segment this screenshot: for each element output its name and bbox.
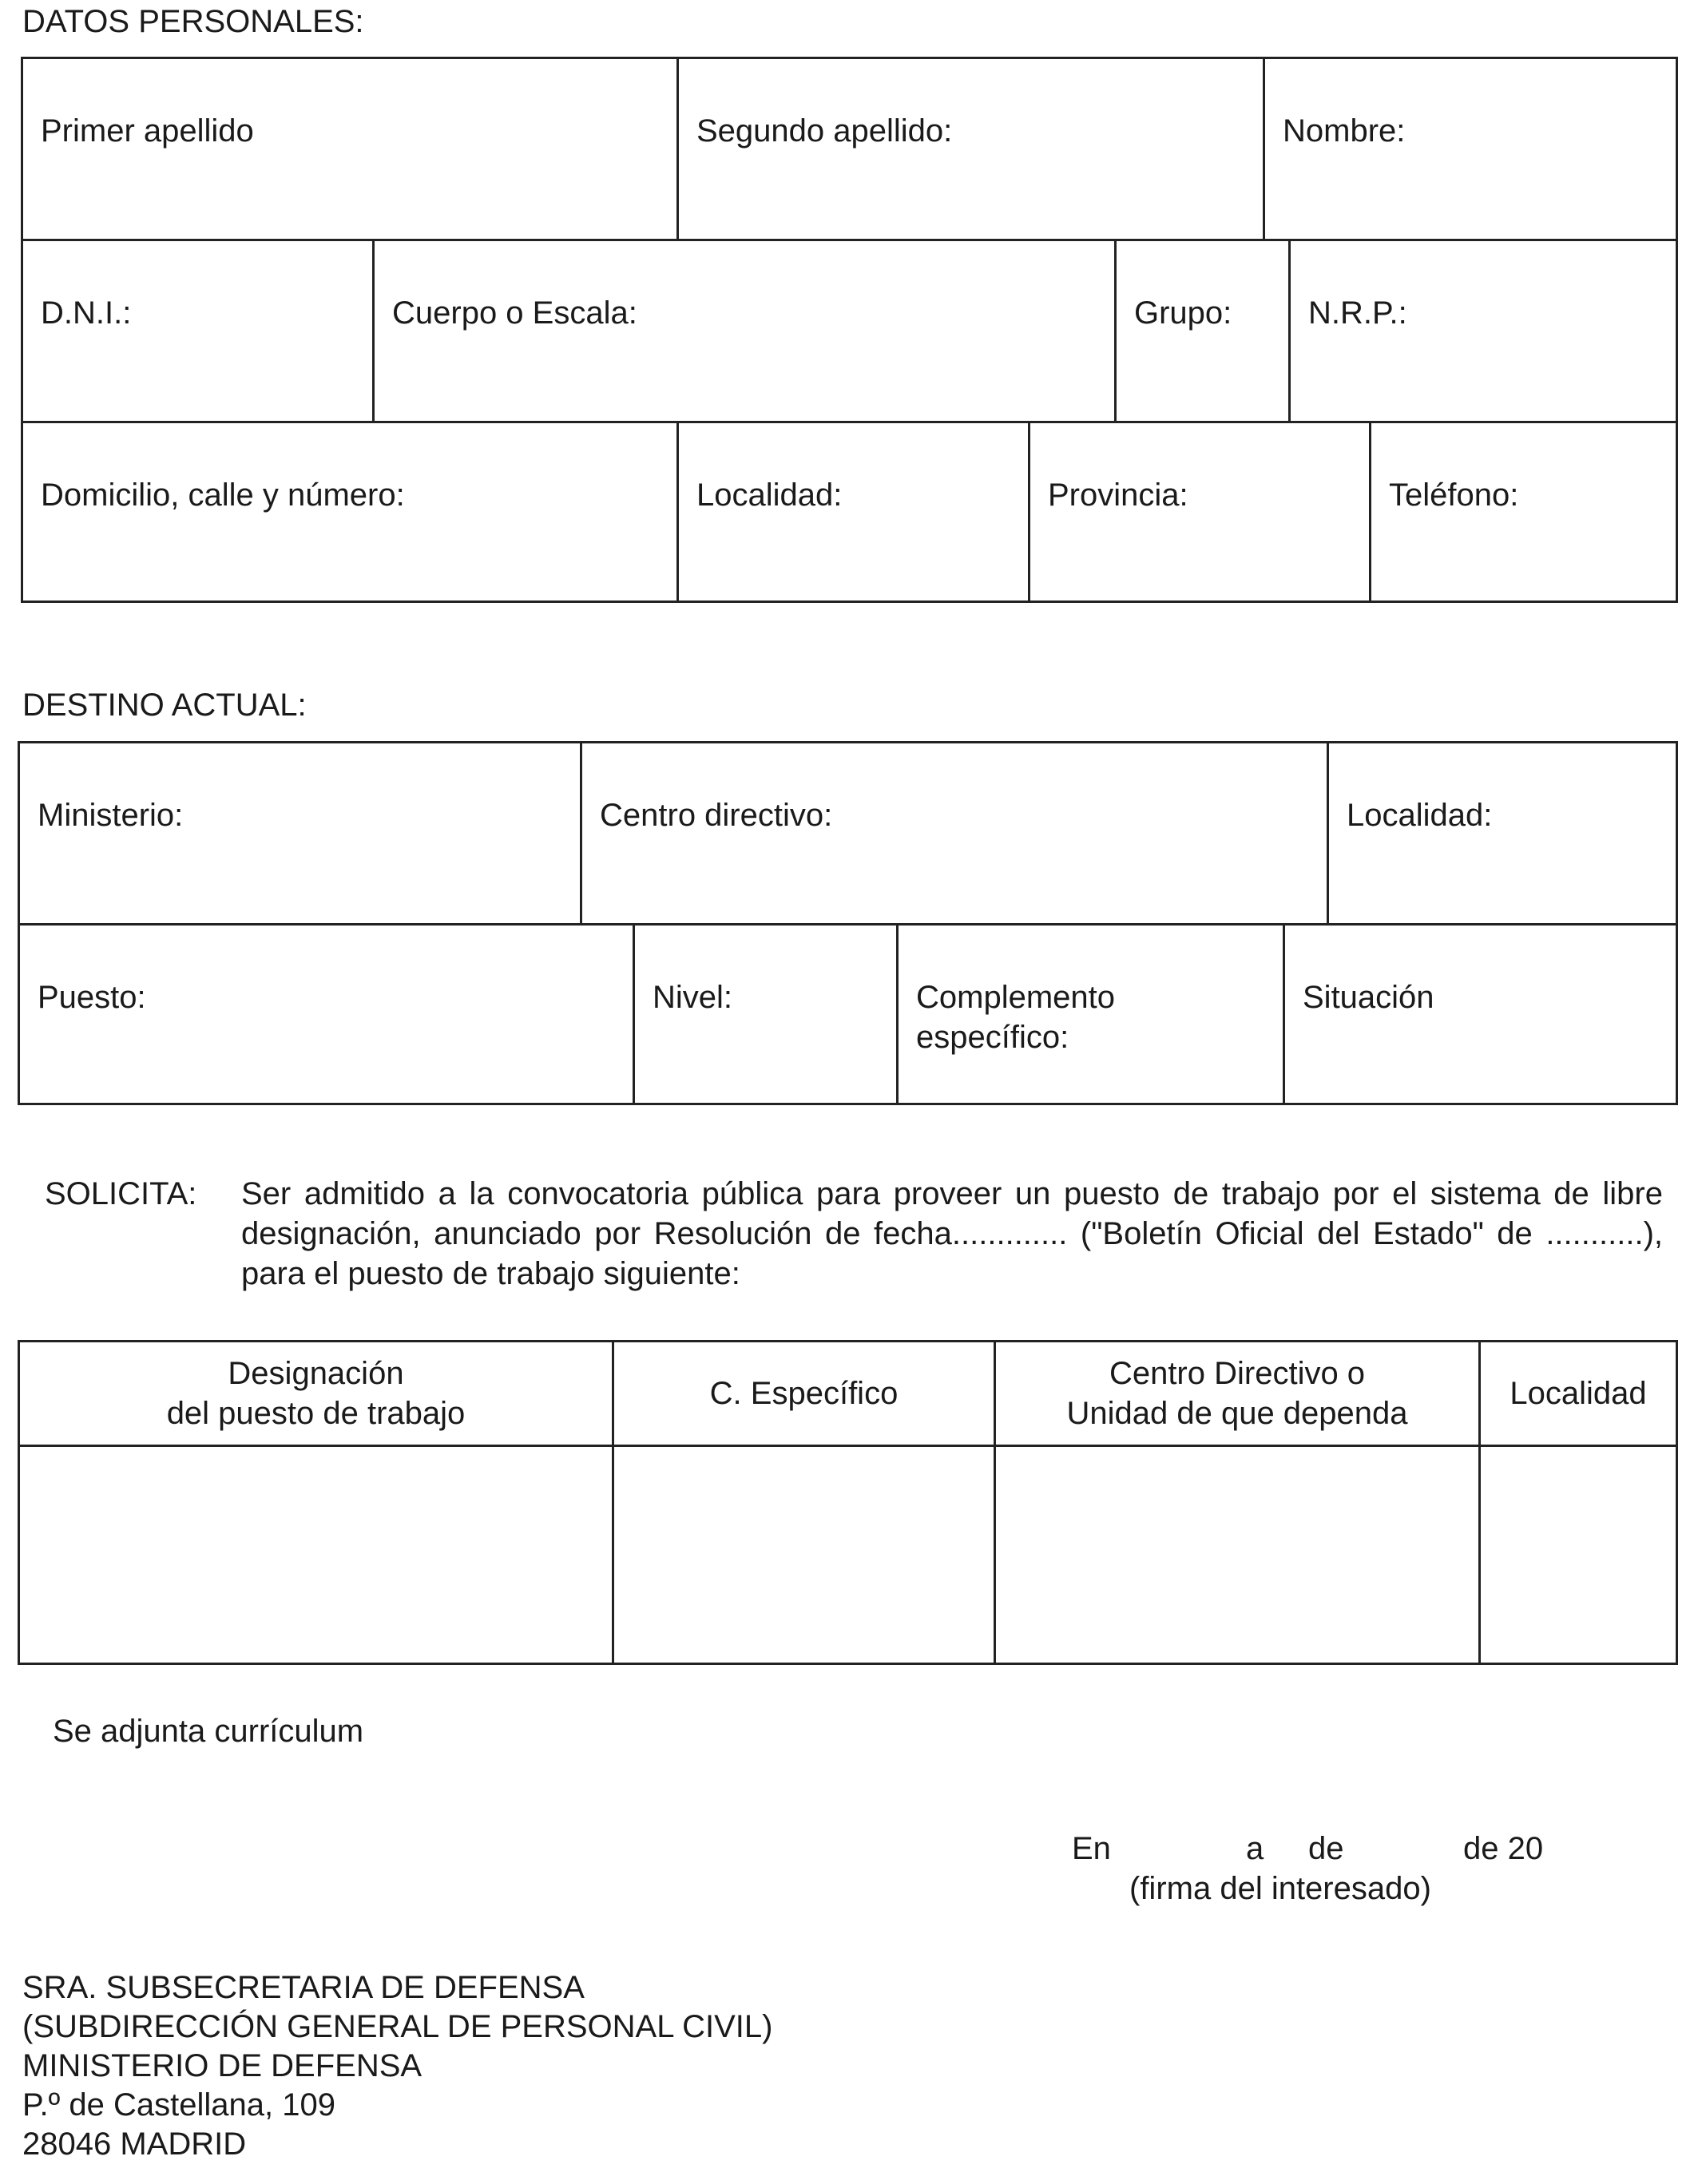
solicita-text: Ser admitido a la convocatoria pública para proveer un puesto de trabajo por el sistema de libre designación, anunciado por Resolución de fecha............. ("Boletín Oficial del Estado" de ...........), para el puesto de trabajo siguiente: bbox=[241, 1176, 1663, 1291]
segundo-apellido-label: Segundo apellido: bbox=[696, 113, 953, 149]
grupo-field[interactable] bbox=[1117, 241, 1291, 423]
destinatario-line: MINISTERIO DE DEFENSA bbox=[22, 2048, 423, 2083]
firma-de: de bbox=[1308, 1831, 1344, 1866]
destino-localidad-field[interactable] bbox=[1329, 743, 1676, 926]
destino-actual-heading: DESTINO ACTUAL: bbox=[22, 688, 307, 723]
puesto-solicitado-table bbox=[18, 1340, 1678, 1665]
centro-directivo-label: Centro directivo: bbox=[600, 798, 833, 833]
ministerio-label: Ministerio: bbox=[38, 798, 184, 833]
situacion-field[interactable] bbox=[1285, 926, 1676, 1103]
domicilio-field[interactable] bbox=[23, 423, 679, 601]
nombre-field[interactable] bbox=[1265, 59, 1676, 241]
firma-a: a bbox=[1246, 1831, 1264, 1866]
grupo-label: Grupo: bbox=[1134, 295, 1232, 331]
complemento-especifico-field[interactable] bbox=[899, 926, 1285, 1103]
puesto-label: Puesto: bbox=[38, 980, 146, 1015]
provincia-label: Provincia: bbox=[1048, 478, 1188, 513]
situacion-label: Situación bbox=[1303, 980, 1434, 1015]
designacion-entry[interactable] bbox=[20, 1447, 614, 1663]
cuerpo-escala-field[interactable] bbox=[375, 241, 1117, 423]
destino-localidad-label: Localidad: bbox=[1347, 798, 1493, 833]
destino-actual-table bbox=[18, 741, 1678, 1105]
centro-directivo-entry[interactable] bbox=[996, 1447, 1481, 1663]
domicilio-label: Domicilio, calle y número: bbox=[41, 478, 405, 513]
primer-apellido-label: Primer apellido bbox=[41, 113, 254, 149]
dni-field[interactable] bbox=[23, 241, 375, 423]
destinatario-address bbox=[22, 1968, 772, 2164]
localidad-entry[interactable] bbox=[1481, 1447, 1676, 1663]
centro-directivo-field[interactable] bbox=[582, 743, 1329, 926]
designacion-header: Designación del puesto de trabajo bbox=[20, 1342, 614, 1447]
firma-en: En bbox=[1072, 1831, 1111, 1866]
localidad-label: Localidad: bbox=[696, 478, 843, 513]
datos-personales-table bbox=[21, 57, 1678, 603]
segundo-apellido-field[interactable] bbox=[679, 59, 1265, 241]
complemento-especifico-label: Complemento específico: bbox=[916, 980, 1116, 1055]
ministerio-field[interactable] bbox=[20, 743, 582, 926]
destinatario-line: SRA. SUBSECRETARIA DE DEFENSA bbox=[22, 1970, 585, 2005]
destinatario-line: 28046 MADRID bbox=[22, 2127, 247, 2162]
dni-label: D.N.I.: bbox=[41, 295, 132, 331]
c-especifico-header: C. Específico bbox=[614, 1342, 996, 1447]
centro-directivo-header: Centro Directivo o Unidad de que dependa bbox=[996, 1342, 1481, 1447]
c-especifico-entry[interactable] bbox=[614, 1447, 996, 1663]
telefono-field[interactable] bbox=[1371, 423, 1676, 601]
firma-interesado-label: (firma del interesado) bbox=[1129, 1871, 1431, 1906]
nombre-label: Nombre: bbox=[1283, 113, 1406, 149]
destinatario-line: (SUBDIRECCIÓN GENERAL DE PERSONAL CIVIL) bbox=[22, 2009, 773, 2044]
provincia-field[interactable] bbox=[1030, 423, 1371, 601]
localidad-field[interactable] bbox=[679, 423, 1030, 601]
telefono-label: Teléfono: bbox=[1389, 478, 1519, 513]
primer-apellido-field[interactable] bbox=[23, 59, 679, 241]
nrp-field[interactable] bbox=[1291, 241, 1676, 423]
destinatario-line: P.º de Castellana, 109 bbox=[22, 2087, 335, 2123]
puesto-field[interactable] bbox=[20, 926, 635, 1103]
datos-personales-heading: DATOS PERSONALES: bbox=[22, 4, 364, 39]
nivel-label: Nivel: bbox=[653, 980, 733, 1015]
solicita-label: SOLICITA: bbox=[45, 1176, 197, 1211]
cuerpo-escala-label: Cuerpo o Escala: bbox=[392, 295, 637, 331]
adjunta-curriculum-text: Se adjunta currículum bbox=[53, 1714, 364, 1749]
nivel-field[interactable] bbox=[635, 926, 899, 1103]
firma-de-20: de 20 bbox=[1463, 1831, 1544, 1866]
nrp-label: N.R.P.: bbox=[1308, 295, 1407, 331]
localidad-header: Localidad bbox=[1481, 1342, 1676, 1447]
